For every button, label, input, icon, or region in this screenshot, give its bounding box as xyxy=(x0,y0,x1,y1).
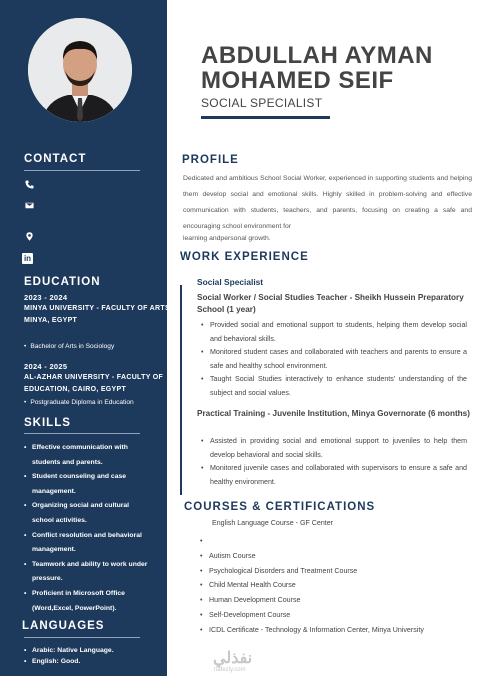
watermark-logo: نفذلي xyxy=(213,650,253,667)
language-item: • Arabic: Native Language. xyxy=(24,645,114,656)
job-role: SOCIAL SPECIALIST xyxy=(201,96,323,110)
email-icon[interactable] xyxy=(24,200,34,210)
job-bullet: • Monitored student cases and collaborated with teachers and parents to ensure a safe and healthy school environment. xyxy=(199,346,467,373)
language-item: • English: Good. xyxy=(24,656,114,667)
course-item: • Self-Development Course xyxy=(200,608,424,623)
skill-item: • Conflict resolution and behavioral management. xyxy=(24,529,149,558)
profile-title: PROFILE xyxy=(182,154,239,166)
skills-title: SKILLS xyxy=(24,417,71,429)
sidebar xyxy=(0,0,173,676)
linkedin-icon[interactable]: in xyxy=(23,254,32,263)
name-line-2: MOHAMED SEIF xyxy=(201,67,394,94)
languages-title: LANGUAGES xyxy=(22,620,105,632)
full-name xyxy=(201,43,433,93)
skill-item: • Effective communication with students and parents. xyxy=(24,441,149,470)
job-bullet: • Provided social and emotional support to students, helping them develop social and behavioral skills. xyxy=(199,319,467,346)
contact-title: CONTACT xyxy=(24,153,87,165)
skills-divider xyxy=(24,433,140,434)
job-2-bullets xyxy=(199,435,467,489)
course-first: English Language Course - GF Center xyxy=(212,519,334,527)
skills-list xyxy=(24,441,149,616)
experience-heading: Social Specialist xyxy=(197,277,264,287)
watermark-url: nafezly.com xyxy=(214,667,246,673)
education-date-1: 2023 - 2024 xyxy=(24,293,68,302)
education-date-2: 2024 - 2025 xyxy=(24,362,68,371)
experience-timeline xyxy=(180,285,182,495)
education-degree-2: • Postgraduate Diploma in Education xyxy=(24,399,134,406)
languages-list xyxy=(24,645,114,667)
course-item: • Human Development Course xyxy=(200,593,424,608)
languages-divider xyxy=(24,637,140,638)
education-school-1: MINYA UNIVERSITY - FACULTY OF ARTS, MINYA, EGYPT xyxy=(24,305,173,324)
skill-item: • Organizing social and cultural school activities. xyxy=(24,499,149,528)
contact-divider xyxy=(24,170,140,171)
profile-text: Dedicated and ambitious School Social Worker, experienced in supporting students and helping them develop social and emotional skills. Highly skilled in problem-solving and effective communication with students, teachers, and parents, focusing on creating a safe and encouraging school environment for xyxy=(183,175,472,230)
name-underline xyxy=(201,116,330,119)
courses-title: COURSES & CERTIFICATIONS xyxy=(184,501,376,513)
course-item xyxy=(200,534,424,549)
job-bullet: • Monitored juvenile cases and collaborated with supervisors to ensure a safe and healthy environment. xyxy=(199,462,467,489)
skill-item: • Proficient in Microsoft Office (Word,Excel, PowerPoint). xyxy=(24,587,149,616)
education-degree-1: • Bachelor of Arts in Sociology xyxy=(24,343,114,350)
profile-photo xyxy=(28,18,132,122)
education-title: EDUCATION xyxy=(24,276,101,288)
phone-icon[interactable] xyxy=(24,179,34,189)
education-school-2: AL-AZHAR UNIVERSITY - FACULTY OF EDUCATION, CAIRO, EGYPT xyxy=(24,374,164,393)
name-line-1: ABDULLAH AYMAN xyxy=(201,42,433,69)
course-item: • Child Mental Health Course xyxy=(200,578,424,593)
profile-text-tail: learning andpersonal growth. xyxy=(183,235,271,242)
skill-item: • Student counseling and case management. xyxy=(24,470,149,499)
job-title-1: Social Worker / Social Studies Teacher - Sheikh Hussein Preparatory School (1 year) xyxy=(197,293,464,314)
course-item: • Psychological Disorders and Treatment Course xyxy=(200,564,424,579)
course-item: • ICDL Certificate - Technology & Information Center, Minya University xyxy=(200,623,424,638)
courses-list xyxy=(200,534,424,638)
course-item: • Autism Course xyxy=(200,549,424,564)
job-bullet: • Assisted in providing social and emotional support to juveniles to help them develop behavioral and social skills. xyxy=(199,435,467,462)
job-bullet: • Taught Social Studies interactively to enhance students' understanding of the subject and social values. xyxy=(199,373,467,400)
skill-item: • Teamwork and ability to work under pressure. xyxy=(24,558,149,587)
experience-title: WORK EXPERIENCE xyxy=(180,251,309,263)
location-icon[interactable] xyxy=(24,231,34,241)
job-title-2: Practical Training - Juvenile Institution, Minya Governorate (6 months) xyxy=(197,409,470,418)
job-1-bullets xyxy=(199,319,467,400)
